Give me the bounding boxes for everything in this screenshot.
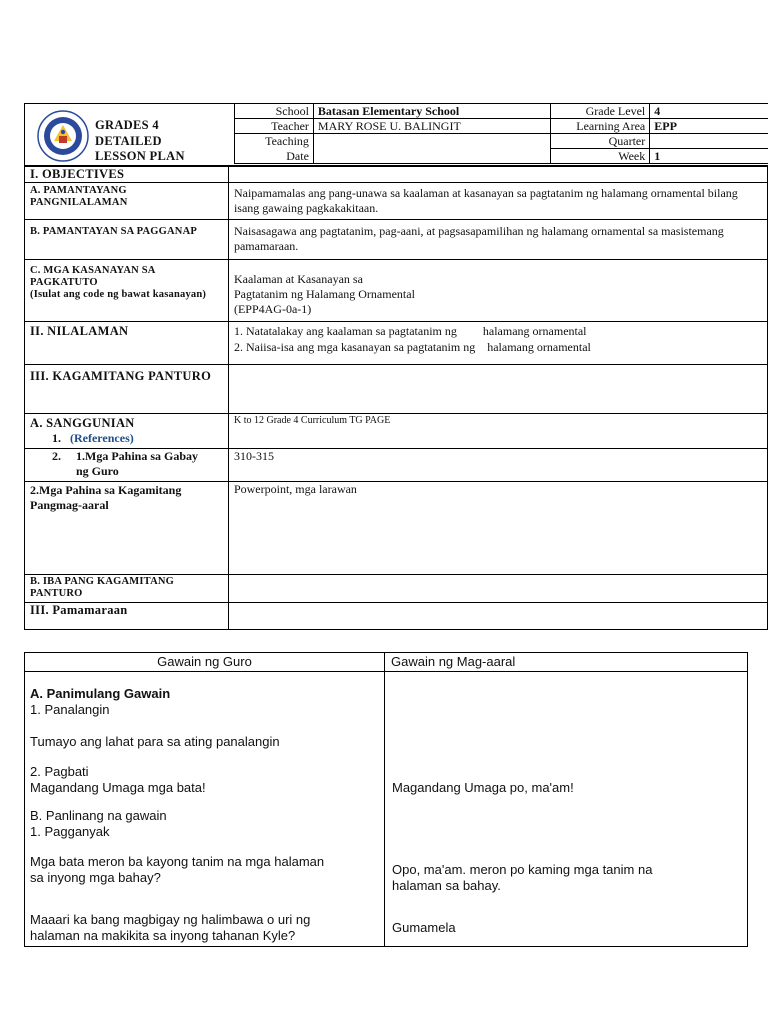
kagamitang-panturo-value [228,365,767,414]
info-row-teaching [235,134,768,149]
nilalaman-line1-text: 1. Natatalakay ang kaalaman sa pagtatanim ng [233,324,457,338]
objectives-heading: I. OBJECTIVES [25,167,229,183]
pamantayan-sa-pagganap-label: B. PAMANTAYAN SA PAGGANAP [25,220,229,260]
row-kagamitang-pangmag-aaral [25,482,768,575]
activity-body-row [25,672,748,947]
row-iba-pang-kagamitang [25,575,768,603]
sagot1-line2: halaman sa bahay. [392,878,501,893]
lesson-plan-table [24,166,768,630]
grade-level-label: Grade Level [551,104,650,119]
nilalaman-line1-end: halamang ornamental [482,324,587,338]
kasanayan-sa-pagkatuto-label: C. MGA KASANAYAN SA PAGKATUTO [30,265,155,288]
kagamitang-pangmag-aaral-value: Powerpoint, mga larawan [228,482,767,575]
references-item [30,431,223,446]
row-sanggunian [25,414,768,449]
activity-header-row [25,653,748,672]
nilalaman-label: II. NILALAMAN [25,322,229,365]
school-label: School [235,104,314,119]
tanong1-line2: sa inyong mga bahay? [30,870,161,885]
tumayo-text: Tumayo ang lahat para sa ating panalangin [30,734,280,749]
kasanayan-sa-pagkatuto-value [228,260,767,322]
pamamaraan-value [228,603,767,630]
sanggunian-cell [25,414,229,449]
row-nilalaman [25,322,768,365]
gawain-ng-mag-aaral-header: Gawain ng Mag-aaral [385,653,748,672]
pagbati-item: 2. Pagbati [30,764,89,779]
teacher-value: MARY ROSE U. BALINGIT [313,119,550,134]
references-label: (References) [70,431,134,445]
deped-seal-icon [37,110,89,162]
gabay-ng-guro-item [30,449,223,479]
references-number: 1. [52,431,61,445]
gabay-ng-guro-cell [25,449,229,482]
date-label: Date [235,149,314,164]
pagganyak-item: 1. Pagganyak [30,824,110,839]
gabay-ng-guro-label: 1.Mga Pahina sa Gabay ng Guro [76,449,199,478]
row-kagamitang-panturo [25,365,768,414]
row-kasanayan-sa-pagkatuto [25,260,768,322]
title-line-detailed: DETAILED [95,133,162,148]
info-row-teacher [235,119,768,134]
info-row-school [235,104,768,119]
teacher-label: Teacher [235,119,314,134]
grade-level-value: 4 [650,104,768,119]
pamantayang-pangnilalaman-label: A. PAMANTAYANG PANGNILALAMAN [25,183,229,220]
quarter-label: Quarter [551,134,650,149]
nilalaman-value [228,322,767,365]
kasanayan-value-line1: Kaalaman at Kasanayan sa [233,272,363,286]
gawain-ng-guro-cell [25,672,385,947]
nilalaman-line2 [234,339,762,355]
sanggunian-value: K to 12 Grade 4 Curriculum TG PAGE [228,414,767,449]
lesson-plan-title [95,118,185,165]
nilalaman-line2-end: halamang ornamental [487,340,591,354]
kagamitang-pangmag-aaral-cell [25,482,229,575]
tanong2-line2: halaman na makikita sa inyong tahanan Kyle? [30,928,296,943]
week-label: Week [551,149,650,164]
iba-pang-kagamitang-label: B. IBA PANG KAGAMITANG PANTURO [25,575,229,603]
kagamitang-pangmag-aaral-label: 2.Mga Pahina sa Kagamitang Pangmag-aaral [30,483,182,512]
quarter-value [650,134,768,149]
row-pamamaraan [25,603,768,630]
tanong1-line1: Mga bata meron ba kayong tanim na mga halaman [30,854,325,869]
panalangin-item: 1. Panalangin [30,702,110,717]
objectives-value [228,167,767,183]
sagot1-line1: Opo, ma'am. meron po kaming mga tanim na [392,862,653,877]
iba-pang-kagamitang-value [228,575,767,603]
activity-table [24,652,748,947]
pamantayan-sa-pagganap-value: Naisasagawa ang pagtatanim, pag-aani, at pagsasapamilihan ng halamang ornamental sa masistemang pamamaraan. [228,220,767,260]
school-info-table [234,103,768,164]
gabay-number: 2. [52,449,61,463]
kasanayan-sa-pagkatuto-cell [25,260,229,322]
title-line-lesson-plan: LESSON PLAN [95,149,185,163]
kasanayan-value-line2: Pagtatanim ng Halamang Ornamental [233,287,415,301]
tanong2-line1: Maaari ka bang magbigay ng halimbawa o uri ng [30,912,311,927]
school-value: Batasan Elementary School [313,104,550,119]
row-gabay-ng-guro [25,449,768,482]
kasanayan-value-line3: (EPP4AG-0a-1) [233,302,312,316]
objectives-row [25,167,768,183]
teaching-date-value [313,134,550,164]
nilalaman-line1 [234,323,762,339]
sagot2-gumamela: Gumamela [392,920,456,935]
kasanayan-code-note: (Isulat ang code ng bawat kasanayan) [30,289,207,300]
nilalaman-line2-text: 2. Naiisa-isa ang mga kasanayan sa pagtatanim ng [233,340,476,354]
sagot-magandang-umaga: Magandang Umaga po, ma'am! [392,780,574,795]
gawain-ng-guro-header: Gawain ng Guro [25,653,385,672]
pamantayang-pangnilalaman-value: Naipamamalas ang pang-unawa sa kaalaman at kasanayan sa pagtatanim ng halamang ornamental bilang isang gawaing pagkakakitaan. [228,183,767,220]
learning-area-label: Learning Area [551,119,650,134]
panlinang-heading: B. Panlinang na gawain [30,808,167,823]
sanggunian-label: A. SANGGUNIAN [30,416,135,430]
panimulang-gawain-heading: A. Panimulang Gawain [30,686,171,701]
kagamitang-panturo-label: III. KAGAMITANG PANTURO [25,365,229,414]
row-pamantayang-pangnilalaman [25,183,768,220]
lesson-plan-header [24,103,768,166]
gawain-ng-mag-aaral-cell [385,672,748,947]
row-pamantayan-sa-pagganap [25,220,768,260]
title-line-grades: GRADES 4 [95,118,159,132]
teaching-label: Teaching [235,134,314,149]
pamamaraan-label: III. Pamamaraan [25,603,229,630]
week-value: 1 [650,149,768,164]
gabay-ng-guro-value: 310-315 [228,449,767,482]
learning-area-value: EPP [650,119,768,134]
magandang-umaga-guro: Magandang Umaga mga bata! [30,780,206,795]
